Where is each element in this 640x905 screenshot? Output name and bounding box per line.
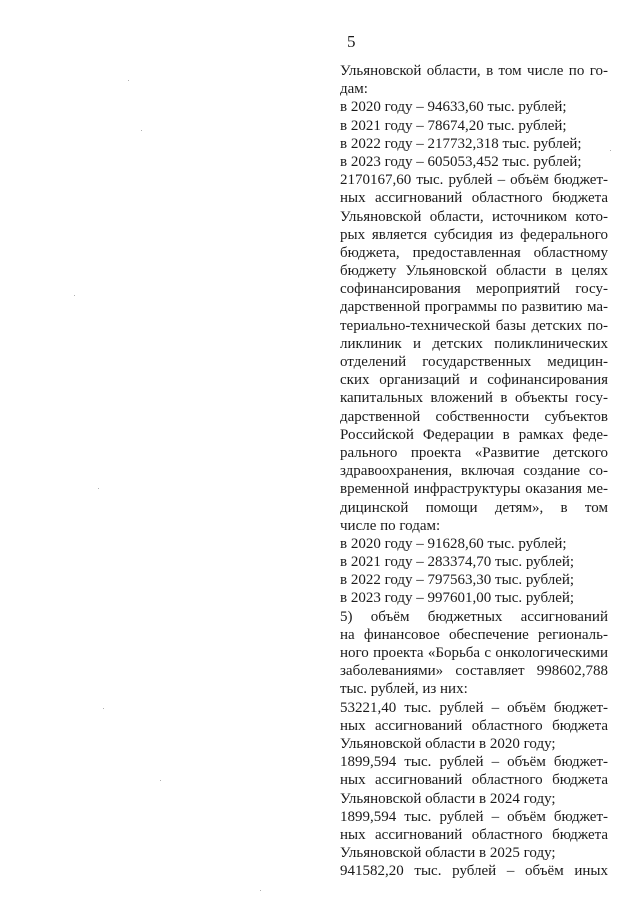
text-line: в 2023 году – 605053,452 тыс. рублей; (340, 153, 582, 170)
text-line: 1899,594 тыс. рублей – объём бюджет- (340, 808, 608, 825)
text-line: в 2020 году – 94633,60 тыс. рублей; (340, 99, 567, 116)
page-number: 5 (347, 32, 356, 51)
text-line: Ульяновской области в 2024 году; (340, 790, 556, 807)
text-line: ных ассигнований областного бюджета (340, 772, 608, 789)
text-line: отделений государственных медицин- (340, 354, 608, 370)
text-line: тыс. рублей, из них: (340, 681, 468, 698)
text-line: ного проекта «Борьба с онкологическими (340, 645, 608, 661)
text-line: дарственной собственности субъектов (340, 408, 608, 425)
text-line: ных ассигнований областного бюджета (340, 717, 608, 734)
scan-speck (160, 780, 161, 781)
text-line: рального проекта «Развитие детского (340, 444, 608, 461)
text-line: софинансирования мероприятий госу- (340, 281, 608, 298)
text-line: бюджету Ульяновской области в целях (340, 263, 608, 280)
text-line: бюджета, предоставленная областному (340, 244, 608, 261)
scan-speck (103, 708, 104, 709)
text-line: в 2020 году – 91628,60 тыс. рублей; (340, 535, 567, 552)
text-line: рых является субсидия из федерального (340, 226, 608, 243)
text-line: 2170167,60 тыс. рублей – объём бюджет- (340, 172, 608, 189)
text-line: 941582,20 тыс. рублей – объём иных (340, 863, 608, 880)
text-line: 53221,40 тыс. рублей – объём бюджет- (340, 699, 608, 716)
scan-speck (98, 488, 99, 489)
text-line: Ульяновской области в 2020 году; (340, 735, 556, 752)
text-line: в 2023 году – 997601,00 тыс. рублей; (340, 590, 575, 607)
text-line: дам: (340, 81, 368, 98)
text-line: в 2022 году – 797563,30 тыс. рублей; (340, 572, 575, 589)
scan-speck (610, 150, 611, 151)
scan-speck (128, 80, 129, 81)
text-line: Ульяновской области, источником кото- (340, 208, 608, 225)
text-line: в 2021 году – 283374,70 тыс. рублей; (340, 554, 575, 571)
text-line: дицинской помощи детям», в том (340, 499, 608, 516)
text-line: временной инфраструктуры оказания ме- (340, 481, 608, 498)
text-line: в 2022 году – 217732,318 тыс. рублей; (340, 135, 582, 152)
scan-speck (141, 130, 142, 131)
text-line: Ульяновской области, в том числе по го- (340, 63, 608, 79)
text-line: на финансовое обеспечение региональ- (340, 626, 608, 643)
text-line: капитальных вложений в объекты госу- (340, 390, 608, 407)
text-column (340, 62, 608, 880)
text-line: дарственной программы по развитию ма- (340, 299, 608, 316)
text-line: Ульяновской области в 2025 году; (340, 845, 556, 862)
text-line: ных ассигнований областного бюджета (340, 190, 608, 207)
text-line: здравоохранения, включая создание со- (340, 463, 608, 480)
text-line: ских организаций и софинансирования (340, 372, 608, 389)
text-line: ликлиник и детских поликлинических (340, 335, 608, 352)
text-line: териально-технической базы детских по- (340, 317, 608, 334)
text-line: 1899,594 тыс. рублей – объём бюджет- (340, 754, 608, 771)
text-line: ных ассигнований областного бюджета (340, 826, 608, 843)
text-line: Российской Федерации в рамках феде- (340, 426, 608, 443)
text-line: 5) объём бюджетных ассигнований (340, 608, 608, 625)
scan-speck (74, 295, 75, 296)
scan-speck (260, 890, 261, 891)
text-line: числе по годам: (340, 517, 441, 534)
text-line: заболеваниями» составляет 998602,788 (340, 663, 608, 680)
text-line: в 2021 году – 78674,20 тыс. рублей; (340, 117, 567, 134)
